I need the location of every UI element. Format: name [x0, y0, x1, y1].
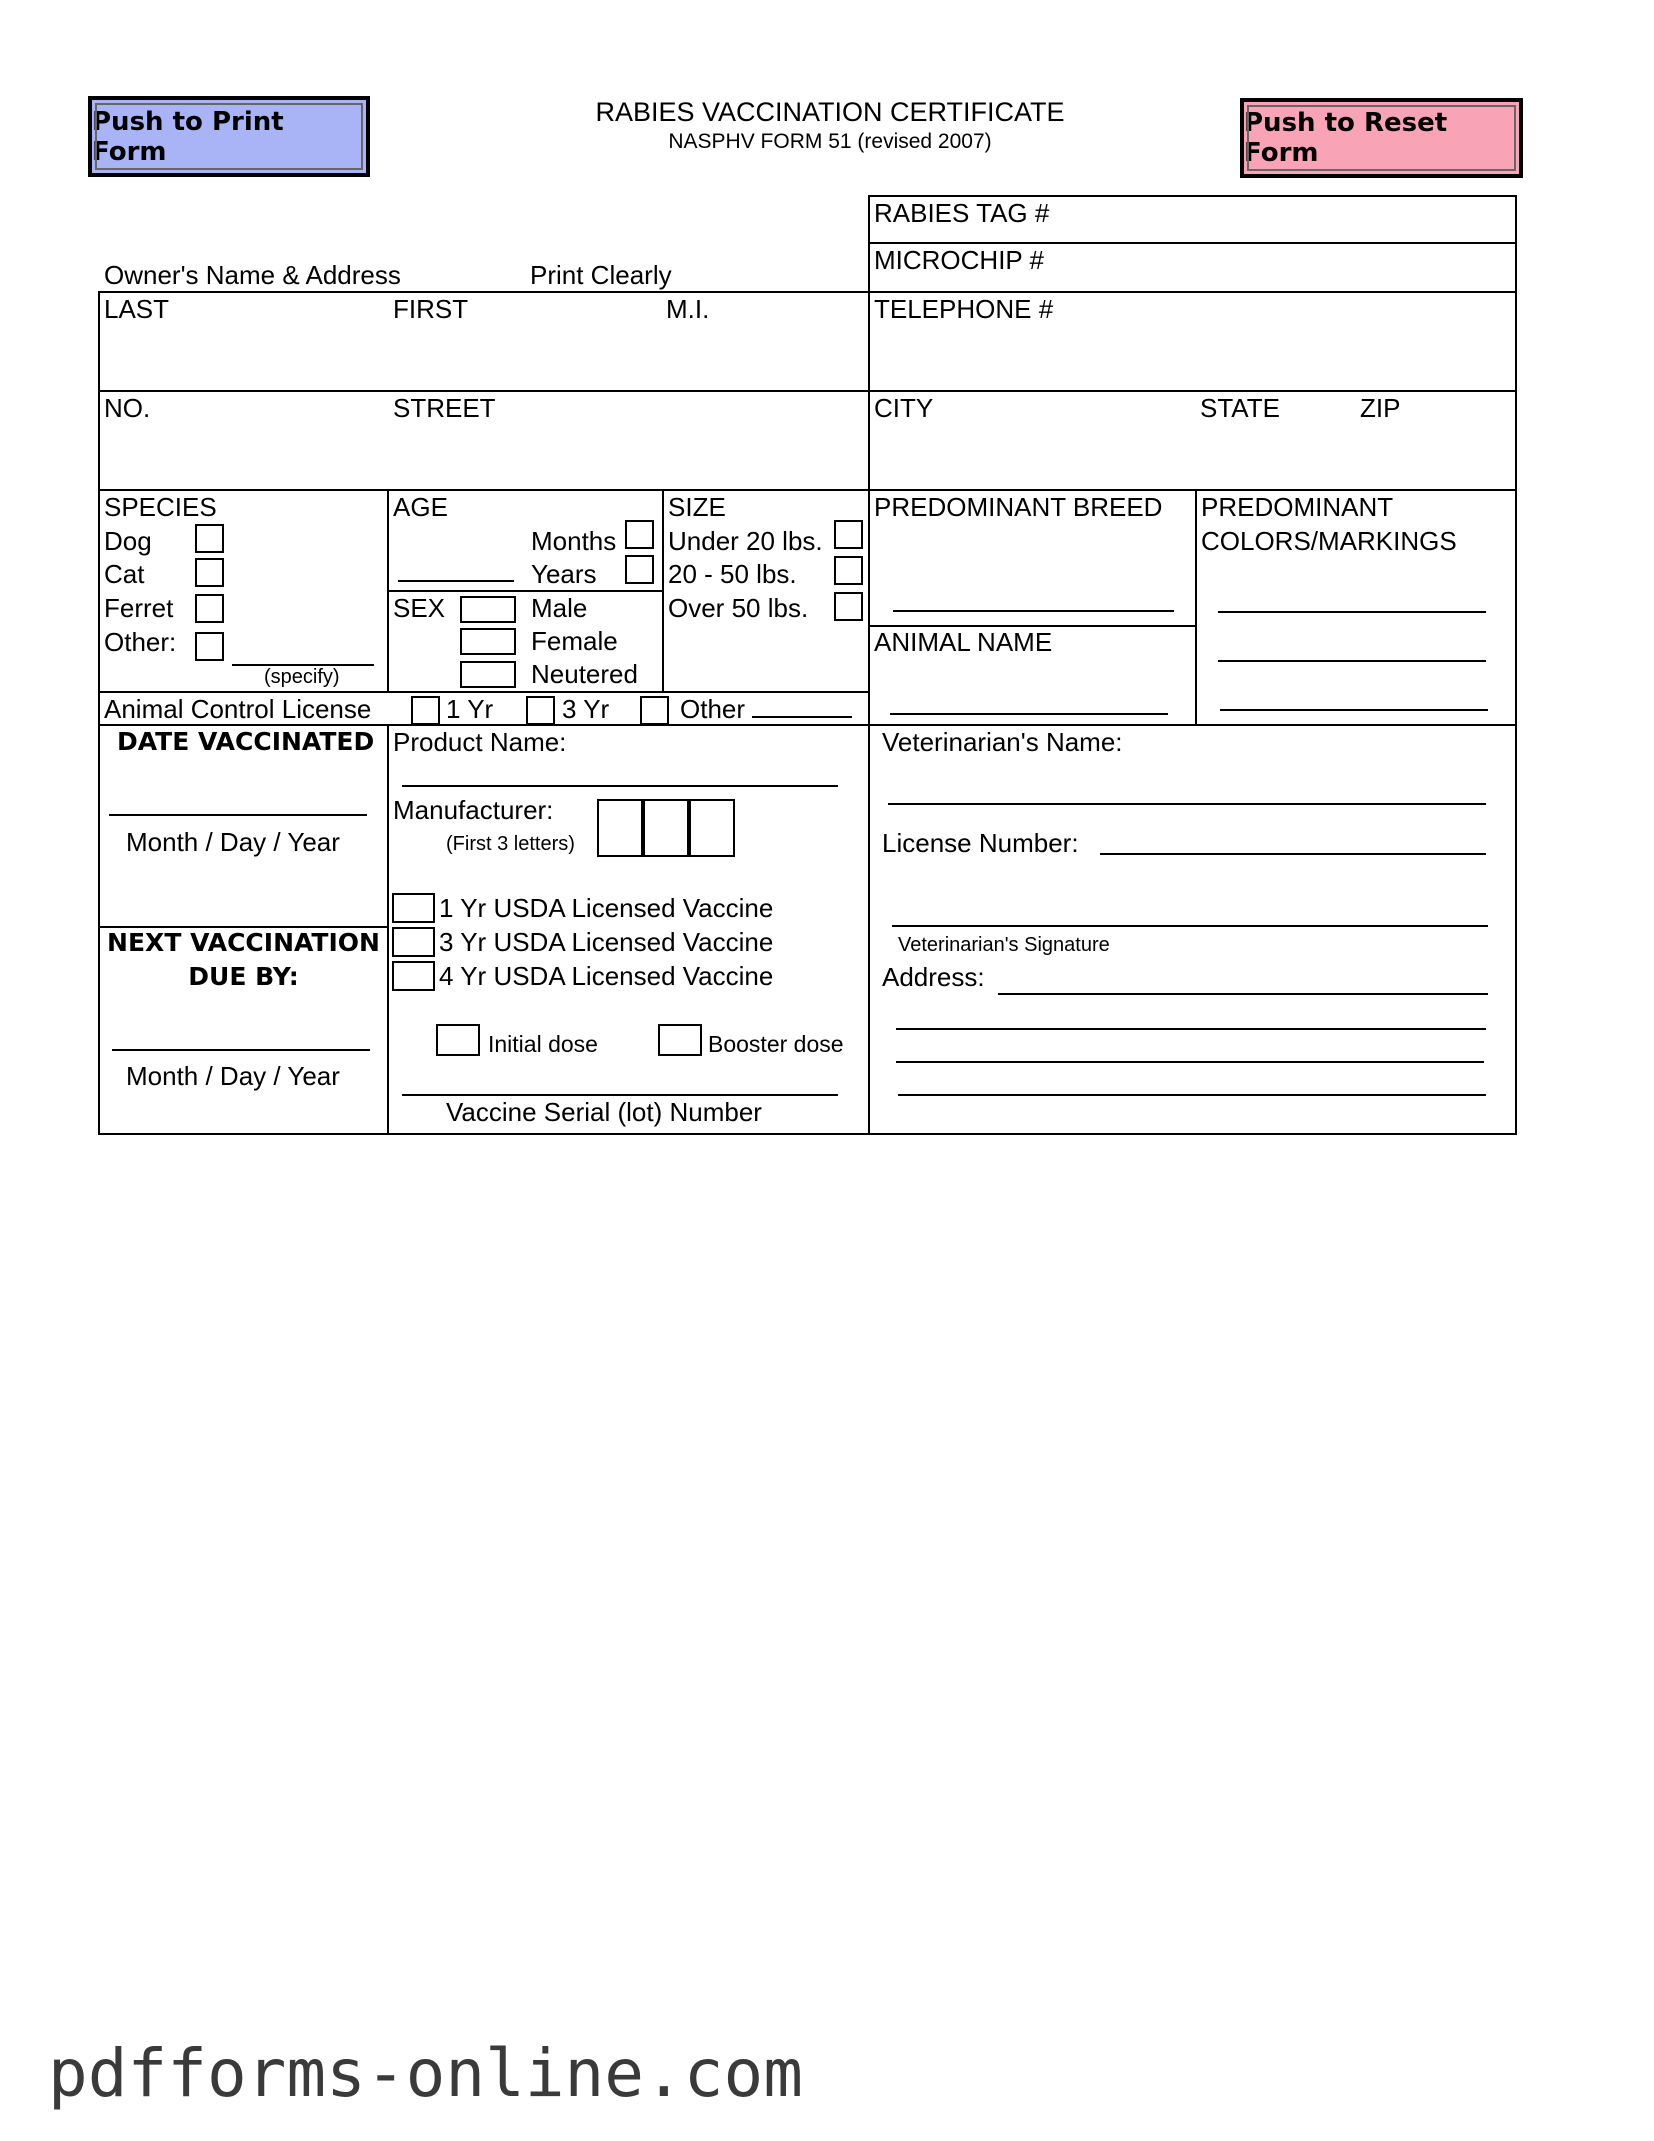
license-3yr-checkbox[interactable]	[526, 696, 555, 725]
age-months-label: Months	[531, 526, 617, 556]
vaccine-serial-label: Vaccine Serial (lot) Number	[446, 1097, 762, 1127]
booster-dose-label: Booster dose	[708, 1031, 844, 1057]
manufacturer-label: Manufacturer:	[393, 795, 554, 825]
vaccine-3yr-label: 3 Yr USDA Licensed Vaccine	[439, 927, 774, 957]
state-label: STATE	[1200, 393, 1280, 423]
vet-signature-field[interactable]	[892, 925, 1488, 927]
size-over50-checkbox[interactable]	[834, 592, 863, 621]
animal-name-field[interactable]	[890, 713, 1168, 715]
species-cat-label: Cat	[104, 559, 145, 589]
animal-name-label: ANIMAL NAME	[874, 627, 1053, 657]
vaccine-3yr-checkbox[interactable]	[392, 927, 435, 957]
age-months-checkbox[interactable]	[625, 520, 654, 549]
vet-address-label: Address:	[882, 962, 985, 992]
vet-signature-label: Veterinarian's Signature	[898, 934, 1110, 956]
telephone-label: TELEPHONE #	[874, 294, 1054, 324]
vaccine-4yr-checkbox[interactable]	[392, 961, 435, 991]
vaccine-1yr-checkbox[interactable]	[392, 893, 435, 923]
species-specify-label: (specify)	[264, 666, 340, 688]
date-vaccinated-field[interactable]	[109, 814, 367, 816]
license-other-label: Other	[680, 694, 746, 724]
street-label: STREET	[393, 393, 496, 423]
sex-neutered-checkbox[interactable]	[460, 661, 516, 688]
size-under20-checkbox[interactable]	[834, 520, 863, 549]
initial-dose-label: Initial dose	[488, 1031, 598, 1057]
booster-dose-checkbox[interactable]	[658, 1024, 702, 1056]
vet-address-field-4[interactable]	[898, 1094, 1486, 1096]
species-ferret-checkbox[interactable]	[195, 594, 224, 623]
breed-field[interactable]	[893, 610, 1174, 612]
age-heading: AGE	[393, 492, 448, 522]
vet-address-field-3[interactable]	[896, 1061, 1484, 1063]
reset-button-label: Push to Reset Form	[1244, 108, 1448, 168]
print-form-button[interactable]	[88, 96, 370, 177]
species-other-checkbox[interactable]	[195, 632, 224, 661]
license-label: Animal Control License	[104, 694, 372, 724]
sex-male-label: Male	[531, 593, 588, 623]
breed-heading: PREDOMINANT BREED	[874, 492, 1163, 522]
sex-female-label: Female	[531, 626, 618, 656]
vet-license-field[interactable]	[1100, 853, 1486, 855]
age-value-field[interactable]	[398, 580, 514, 582]
next-vaccination-field[interactable]	[112, 1049, 370, 1051]
sex-heading: SEX	[393, 593, 446, 623]
last-name-label: LAST	[104, 294, 170, 324]
size-under20-label: Under 20 lbs.	[668, 526, 823, 556]
species-cat-checkbox[interactable]	[195, 558, 224, 587]
vaccine-4yr-label: 4 Yr USDA Licensed Vaccine	[439, 961, 774, 991]
colors-field-2[interactable]	[1218, 660, 1486, 662]
species-dog-label: Dog	[104, 526, 152, 556]
microchip-label: MICROCHIP #	[874, 245, 1044, 275]
license-1yr-label: 1 Yr	[446, 694, 494, 724]
date-vaccinated-heading: DATE VACCINATED	[117, 727, 375, 756]
date-vaccinated-format: Month / Day / Year	[126, 827, 340, 857]
species-dog-checkbox[interactable]	[195, 524, 224, 553]
zip-label: ZIP	[1360, 393, 1401, 423]
address-no-label: NO.	[104, 393, 151, 423]
license-3yr-label: 3 Yr	[562, 694, 610, 724]
next-vaccination-due-by: DUE BY:	[188, 962, 299, 991]
species-heading: SPECIES	[104, 492, 217, 522]
print-clearly: Print Clearly	[530, 260, 672, 290]
initial-dose-checkbox[interactable]	[436, 1024, 480, 1056]
form-subtitle: NASPHV FORM 51 (revised 2007)	[668, 130, 992, 153]
age-years-checkbox[interactable]	[625, 555, 654, 584]
vaccine-serial-field[interactable]	[402, 1094, 838, 1096]
sex-male-checkbox[interactable]	[460, 596, 516, 623]
manufacturer-hint: (First 3 letters)	[446, 833, 575, 855]
watermark: pdfforms-online.com	[48, 2035, 803, 2112]
manufacturer-letter-1[interactable]	[597, 799, 643, 857]
city-label: CITY	[874, 393, 934, 423]
license-1yr-checkbox[interactable]	[411, 696, 440, 725]
size-over50-label: Over 50 lbs.	[668, 593, 809, 623]
colors-heading-line1: PREDOMINANT	[1201, 492, 1394, 522]
rabies-tag-label: RABIES TAG #	[874, 198, 1050, 228]
vet-address-field-2[interactable]	[896, 1028, 1486, 1030]
product-name-label: Product Name:	[393, 727, 567, 757]
next-vaccination-format: Month / Day / Year	[126, 1061, 340, 1091]
vet-address-field-1[interactable]	[998, 993, 1488, 995]
size-heading: SIZE	[668, 492, 726, 522]
size-20to50-checkbox[interactable]	[834, 556, 863, 585]
first-name-label: FIRST	[393, 294, 469, 324]
vaccine-1yr-label: 1 Yr USDA Licensed Vaccine	[439, 893, 774, 923]
manufacturer-letter-3[interactable]	[689, 799, 735, 857]
species-other-label: Other:	[104, 627, 177, 657]
form-title: RABIES VACCINATION CERTIFICATE	[595, 97, 1065, 127]
manufacturer-letter-2[interactable]	[643, 799, 689, 857]
colors-field-3[interactable]	[1220, 709, 1488, 711]
sex-neutered-label: Neutered	[531, 659, 638, 689]
license-other-checkbox[interactable]	[640, 696, 669, 725]
middle-initial-label: M.I.	[666, 294, 710, 324]
size-20to50-label: 20 - 50 lbs.	[668, 559, 797, 589]
print-button-label: Push to Print Form	[92, 106, 284, 167]
reset-form-button[interactable]	[1240, 98, 1523, 178]
license-other-field[interactable]	[752, 716, 852, 718]
vet-name-label: Veterinarian's Name:	[882, 727, 1123, 757]
owner-heading: Owner's Name & Address	[104, 260, 401, 290]
colors-heading-line2: COLORS/MARKINGS	[1201, 526, 1457, 556]
next-vaccination-heading: NEXT VACCINATION	[107, 928, 380, 957]
sex-female-checkbox[interactable]	[460, 628, 516, 655]
species-ferret-label: Ferret	[104, 593, 174, 623]
product-name-field[interactable]	[402, 785, 838, 787]
colors-field-1[interactable]	[1218, 611, 1486, 613]
vet-license-label: License Number:	[882, 828, 1079, 858]
vet-name-field[interactable]	[888, 803, 1486, 805]
age-years-label: Years	[531, 559, 597, 589]
